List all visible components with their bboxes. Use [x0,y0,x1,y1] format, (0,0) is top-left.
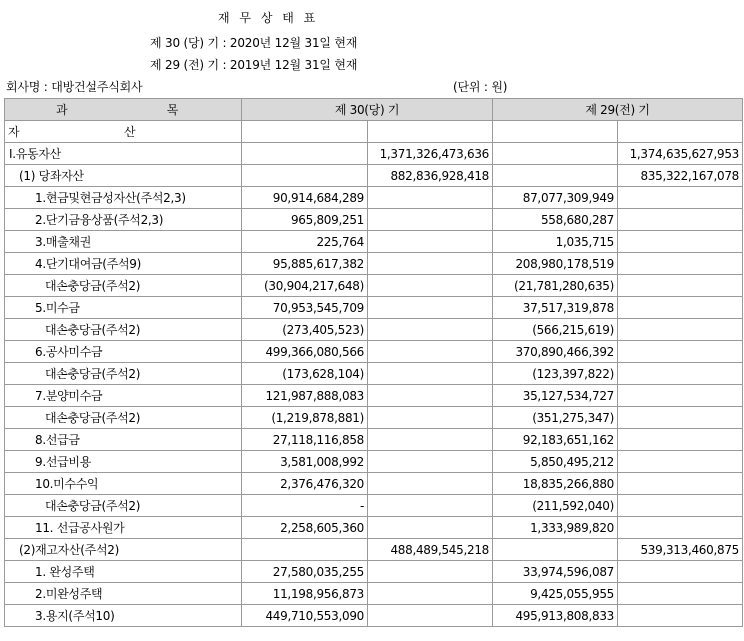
table-row [5,143,743,165]
company-name: 회사명 : 대방건설주식회사 [6,80,143,94]
account-label-cell: 9.선급비용 [5,451,242,473]
prior-subtotal-amount [618,495,743,517]
table-row [5,539,743,561]
current-detail-amount: (173,628,104) [242,363,368,385]
current-subtotal-amount [368,451,493,473]
prior-subtotal-amount [618,253,743,275]
table-row [5,385,743,407]
section-label-assets [5,121,242,143]
prior-subtotal-amount [618,385,743,407]
current-detail-amount: 11,198,956,873 [242,583,368,605]
account-label-cell: Ⅰ.유동자산 [5,143,242,165]
current-detail-amount: 499,366,080,566 [242,341,368,363]
current-subtotal-amount [368,561,493,583]
prior-detail-amount: 87,077,309,949 [493,187,618,209]
prior-subtotal-amount [618,231,743,253]
current-detail-amount: 70,953,545,709 [242,297,368,319]
account-label-cell: (2)재고자산(주석2) [5,539,242,561]
account-label-cell: 3.용지(주석10) [5,605,242,627]
current-period-line: 제 30 (당) 기 : 2020년 12월 31일 현재 [150,36,358,50]
account-column-header [5,99,242,121]
current-period-column-header: 제 30(당) 기 [242,99,493,121]
current-detail-amount: (30,904,217,648) [242,275,368,297]
current-detail-amount: (273,405,523) [242,319,368,341]
current-detail-amount: 95,885,617,382 [242,253,368,275]
current-detail-amount: 3,581,008,992 [242,451,368,473]
unit-label: (단위 : 원) [453,80,508,94]
prior-subtotal-amount [618,187,743,209]
current-detail-amount: 2,376,476,320 [242,473,368,495]
account-header-right: 목 [166,103,178,117]
table-row [5,209,743,231]
prior-subtotal-amount: 835,322,167,078 [618,165,743,187]
prior-detail-amount: 35,127,534,727 [493,385,618,407]
current-subtotal-amount [368,297,493,319]
current-subtotal-amount [368,319,493,341]
empty-cell [368,121,493,143]
prior-subtotal-amount [618,319,743,341]
table-row [5,561,743,583]
prior-period-line: 제 29 (전) 기 : 2019년 12월 31일 현재 [150,58,358,72]
account-label-cell: 대손충당금(주석2) [5,275,242,297]
prior-period-column-header: 제 29(전) 기 [493,99,743,121]
prior-subtotal-amount [618,297,743,319]
prior-detail-amount: 9,425,055,955 [493,583,618,605]
balance-sheet-table [4,98,743,627]
prior-detail-amount: 495,913,808,833 [493,605,618,627]
account-label-cell: 2.미완성주택 [5,583,242,605]
current-detail-amount [242,165,368,187]
current-subtotal-amount [368,209,493,231]
prior-subtotal-amount [618,451,743,473]
current-subtotal-amount: 1,371,326,473,636 [368,143,493,165]
prior-detail-amount: 370,890,466,392 [493,341,618,363]
current-detail-amount [242,539,368,561]
current-subtotal-amount [368,605,493,627]
empty-cell [618,121,743,143]
prior-detail-amount [493,165,618,187]
current-subtotal-amount [368,429,493,451]
current-detail-amount: 90,914,684,289 [242,187,368,209]
table-row [5,297,743,319]
table-row [5,517,743,539]
current-detail-amount: 27,580,035,255 [242,561,368,583]
current-detail-amount: 27,118,116,858 [242,429,368,451]
current-detail-amount: - [242,495,368,517]
table-row [5,165,743,187]
prior-detail-amount: (351,275,347) [493,407,618,429]
prior-subtotal-amount [618,517,743,539]
current-detail-amount: 225,764 [242,231,368,253]
prior-subtotal-amount [618,209,743,231]
prior-subtotal-amount [618,561,743,583]
prior-detail-amount: (566,215,619) [493,319,618,341]
current-detail-amount: 121,987,888,083 [242,385,368,407]
prior-subtotal-amount [618,275,743,297]
current-subtotal-amount [368,473,493,495]
prior-detail-amount: 558,680,287 [493,209,618,231]
table-row [5,231,743,253]
account-header-left: 과 [56,103,68,117]
table-row [5,451,743,473]
current-subtotal-amount [368,407,493,429]
current-subtotal-amount [368,517,493,539]
account-label-cell: (1) 당좌자산 [5,165,242,187]
prior-detail-amount: (21,781,280,635) [493,275,618,297]
account-label-cell: 10.미수수익 [5,473,242,495]
statement-title: 재 무 상 태 표 [218,11,319,25]
table-row [5,605,743,627]
account-label-cell: 대손충당금(주석2) [5,407,242,429]
current-detail-amount: 449,710,553,090 [242,605,368,627]
section-label-left: 자 [8,125,20,139]
table-row [5,429,743,451]
current-subtotal-amount: 882,836,928,418 [368,165,493,187]
account-label-cell: 대손충당금(주석2) [5,495,242,517]
current-detail-amount: 2,258,605,360 [242,517,368,539]
table-row [5,341,743,363]
prior-detail-amount: 1,035,715 [493,231,618,253]
table-row [5,319,743,341]
table-row [5,275,743,297]
current-detail-amount [242,143,368,165]
current-subtotal-amount [368,341,493,363]
prior-detail-amount [493,143,618,165]
table-row [5,187,743,209]
account-label-cell: 6.공사미수금 [5,341,242,363]
account-label-cell: 1. 완성주택 [5,561,242,583]
current-subtotal-amount [368,253,493,275]
account-label-cell: 8.선급금 [5,429,242,451]
prior-detail-amount: (123,397,822) [493,363,618,385]
prior-subtotal-amount [618,341,743,363]
current-subtotal-amount [368,583,493,605]
account-label-cell: 대손충당금(주석2) [5,363,242,385]
prior-detail-amount: 208,980,178,519 [493,253,618,275]
prior-subtotal-amount [618,583,743,605]
account-label-cell: 2.단기금융상품(주석2,3) [5,209,242,231]
account-label-cell: 5.미수금 [5,297,242,319]
table-row [5,583,743,605]
table-row [5,473,743,495]
account-label-cell: 11. 선급공사원가 [5,517,242,539]
prior-detail-amount: 1,333,989,820 [493,517,618,539]
current-subtotal-amount [368,363,493,385]
current-subtotal-amount [368,187,493,209]
current-subtotal-amount [368,385,493,407]
prior-subtotal-amount: 539,313,460,875 [618,539,743,561]
prior-subtotal-amount [618,407,743,429]
table-row [5,495,743,517]
current-subtotal-amount [368,275,493,297]
table-row [5,253,743,275]
prior-detail-amount: 5,850,495,212 [493,451,618,473]
current-detail-amount: 965,809,251 [242,209,368,231]
prior-subtotal-amount [618,429,743,451]
prior-subtotal-amount [618,363,743,385]
account-label-cell: 3.매출채권 [5,231,242,253]
section-row-assets [5,121,743,143]
account-label-cell: 7.분양미수금 [5,385,242,407]
prior-subtotal-amount [618,605,743,627]
prior-subtotal-amount: 1,374,635,627,953 [618,143,743,165]
prior-detail-amount: 18,835,266,880 [493,473,618,495]
prior-detail-amount: 37,517,319,878 [493,297,618,319]
prior-subtotal-amount [618,473,743,495]
prior-detail-amount: (211,592,040) [493,495,618,517]
account-label-cell: 대손충당금(주석2) [5,319,242,341]
current-subtotal-amount [368,231,493,253]
account-label-cell: 4.단기대여금(주석9) [5,253,242,275]
prior-detail-amount [493,539,618,561]
prior-detail-amount: 92,183,651,162 [493,429,618,451]
table-row [5,363,743,385]
table-row [5,407,743,429]
account-label-cell: 1.현금및현금성자산(주석2,3) [5,187,242,209]
current-detail-amount: (1,219,878,881) [242,407,368,429]
current-subtotal-amount: 488,489,545,218 [368,539,493,561]
table-header-row [5,99,743,121]
empty-cell [493,121,618,143]
section-label-right: 산 [124,125,136,139]
empty-cell [242,121,368,143]
current-subtotal-amount [368,495,493,517]
prior-detail-amount: 33,974,596,087 [493,561,618,583]
